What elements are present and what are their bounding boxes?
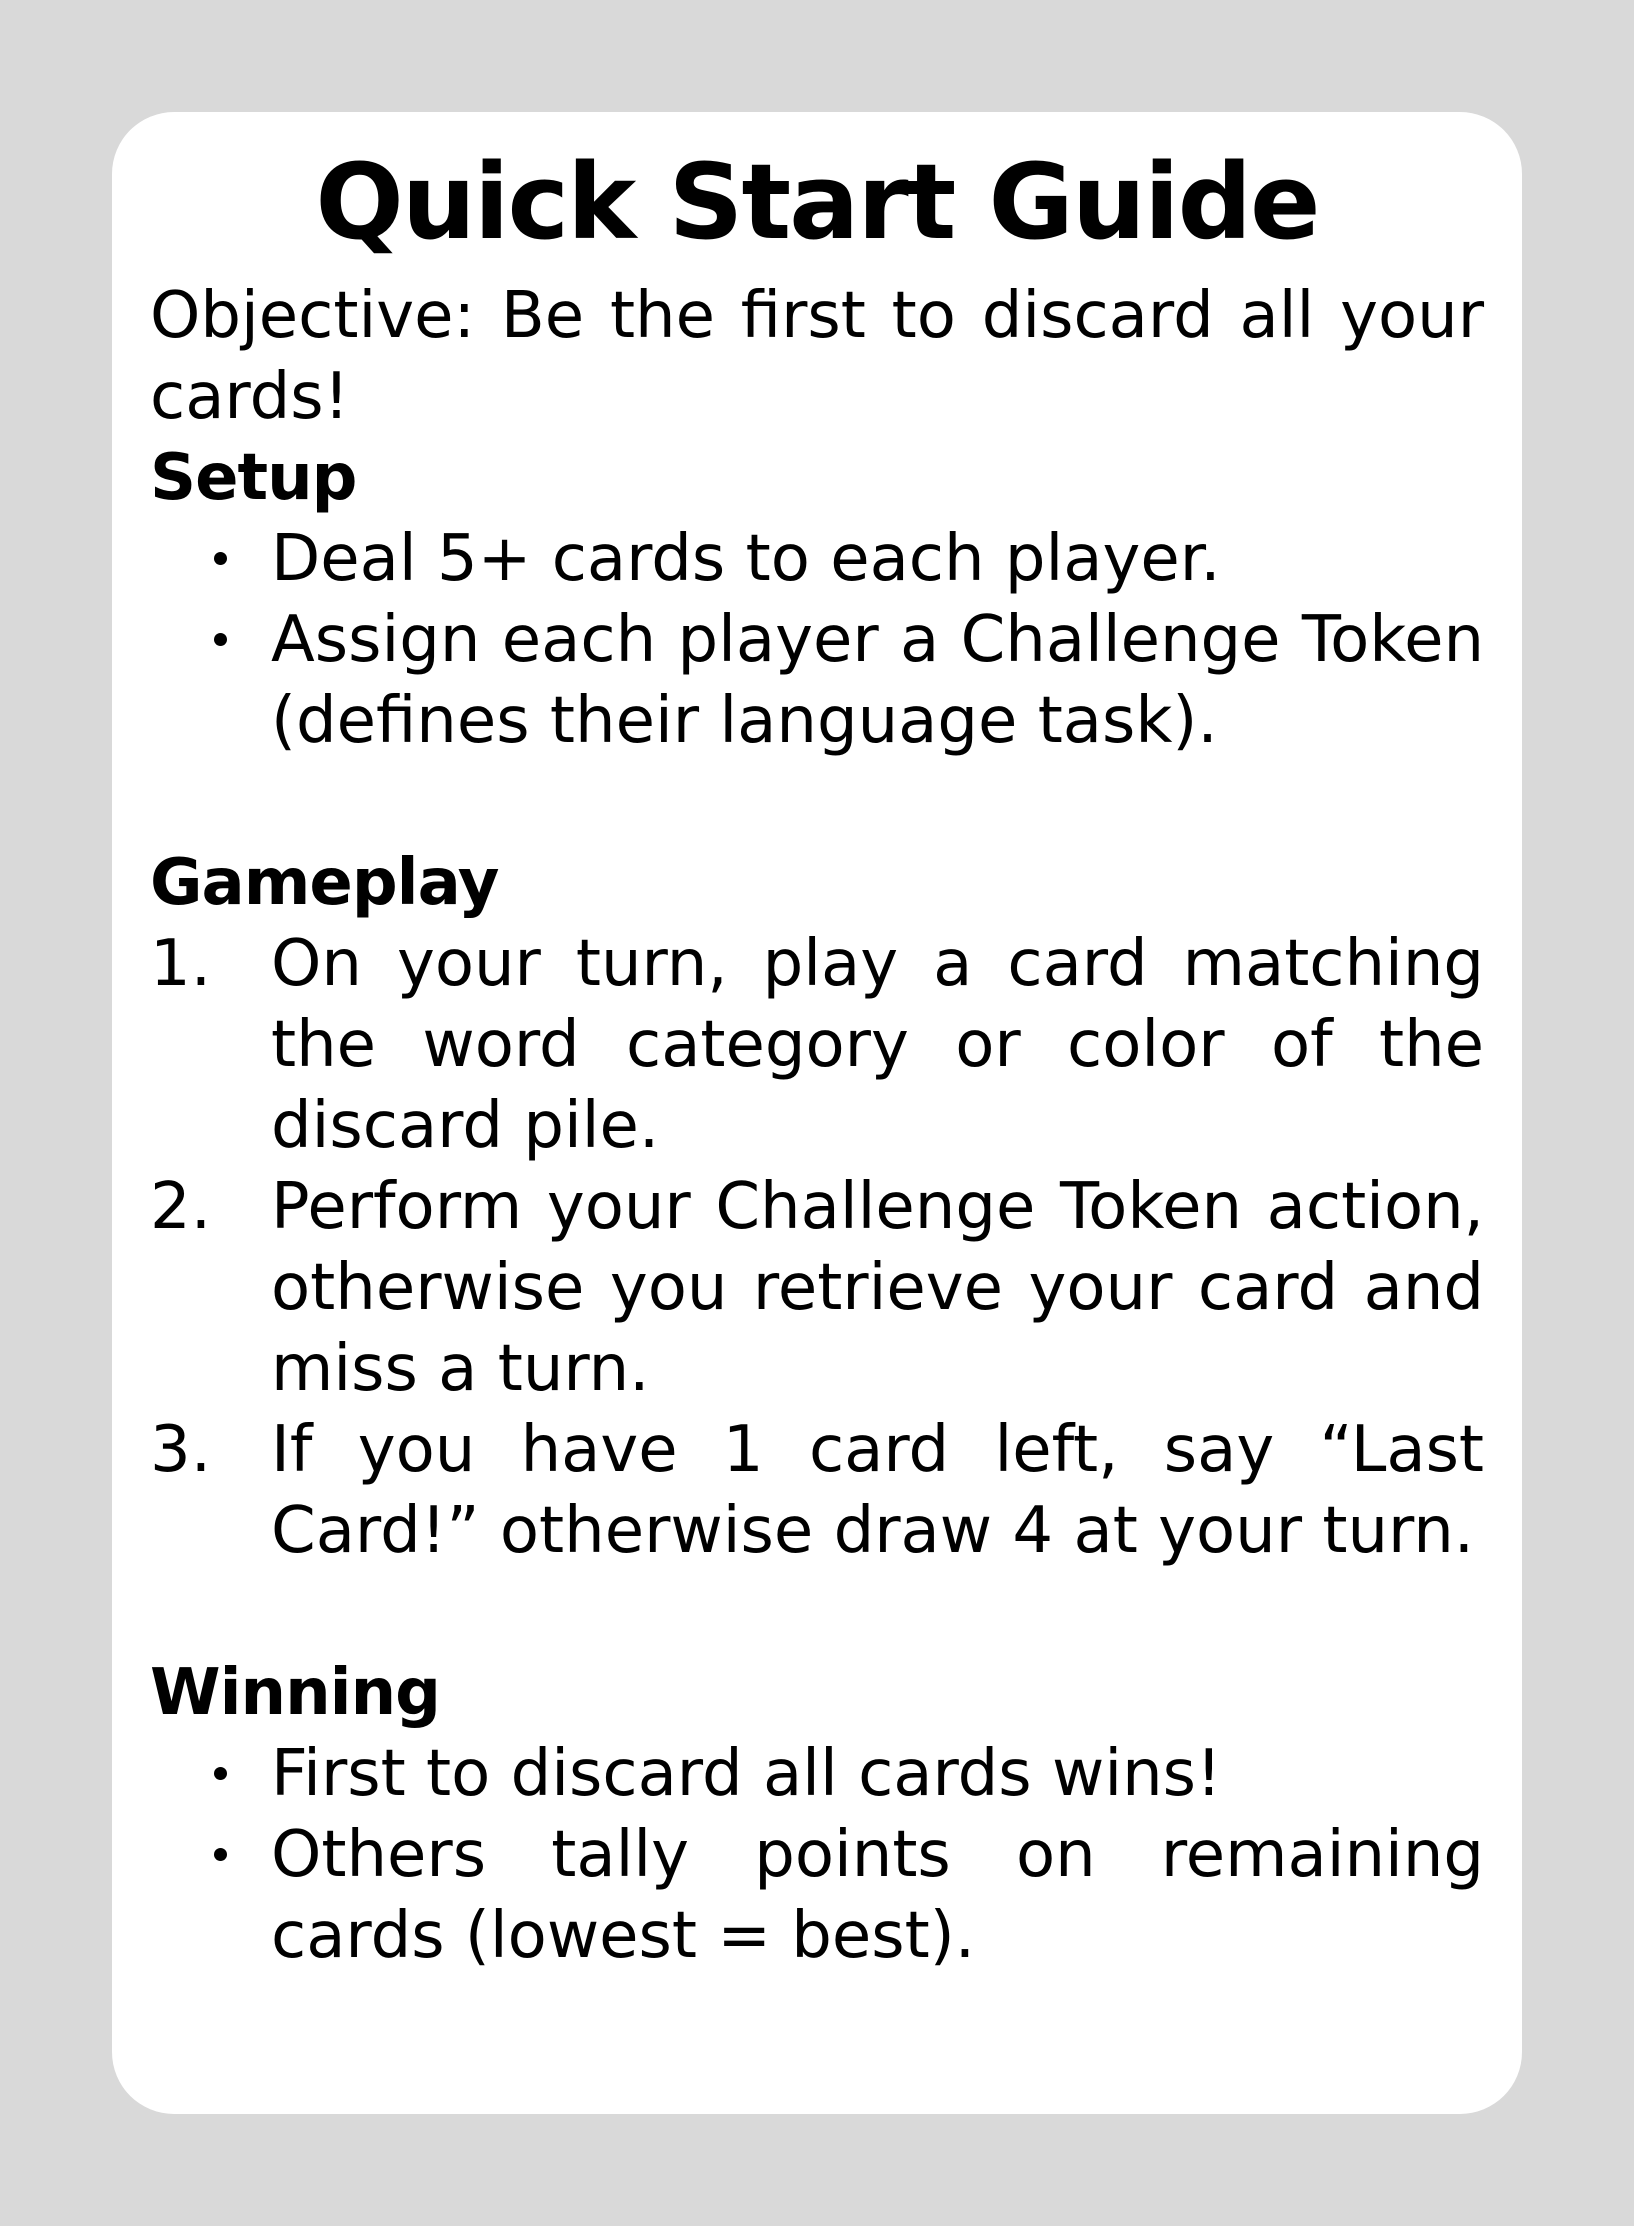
setup-item [150,519,1484,600]
winning-section [150,1653,1484,1977]
gameplay-step-text: On your turn, play a card matching the word category or color of the discard pile. [271,927,1484,1163]
winning-list [150,1734,1484,1977]
section-spacer [150,1572,1484,1653]
winning-item [150,1815,1484,1977]
gameplay-heading: Gameplay [150,846,499,920]
gameplay-step [150,1410,1484,1572]
bullet-icon [214,1815,254,1896]
gameplay-step [150,924,1484,1167]
gameplay-step [150,1167,1484,1410]
setup-item [150,600,1484,762]
bullet-icon [214,519,254,600]
winning-heading: Winning [150,1656,440,1730]
setup-item-text: Deal 5+ cards to each player. [271,522,1221,596]
gameplay-step-text: If you have 1 card left, say “Last Card!” otherwise draw 4 at your turn. [271,1413,1484,1568]
setup-section [150,438,1484,762]
objective-text: Objective: Be the first to discard all your cards! [150,279,1484,434]
bullet-icon [214,600,254,681]
gameplay-section [150,843,1484,1572]
step-number: 1. [150,927,212,1001]
setup-heading: Setup [150,441,357,515]
quick-start-card [112,112,1522,2114]
step-number: 3. [150,1413,212,1487]
setup-list [150,519,1484,762]
bullet-icon [214,1734,254,1815]
setup-item-text: Assign each player a Challenge Token (defines their language task). [271,603,1484,758]
winning-item-text: Others tally points on remaining cards (lowest = best). [271,1818,1484,1973]
winning-item-text: First to discard all cards wins! [271,1737,1222,1811]
section-spacer [150,762,1484,843]
winning-item [150,1734,1484,1815]
step-number: 2. [150,1170,212,1244]
gameplay-step-text: Perform your Challenge Token action, otherwise you retrieve your card and miss a turn. [271,1170,1484,1406]
gameplay-list [150,924,1484,1572]
card-title: Quick Start Guide [315,141,1319,263]
